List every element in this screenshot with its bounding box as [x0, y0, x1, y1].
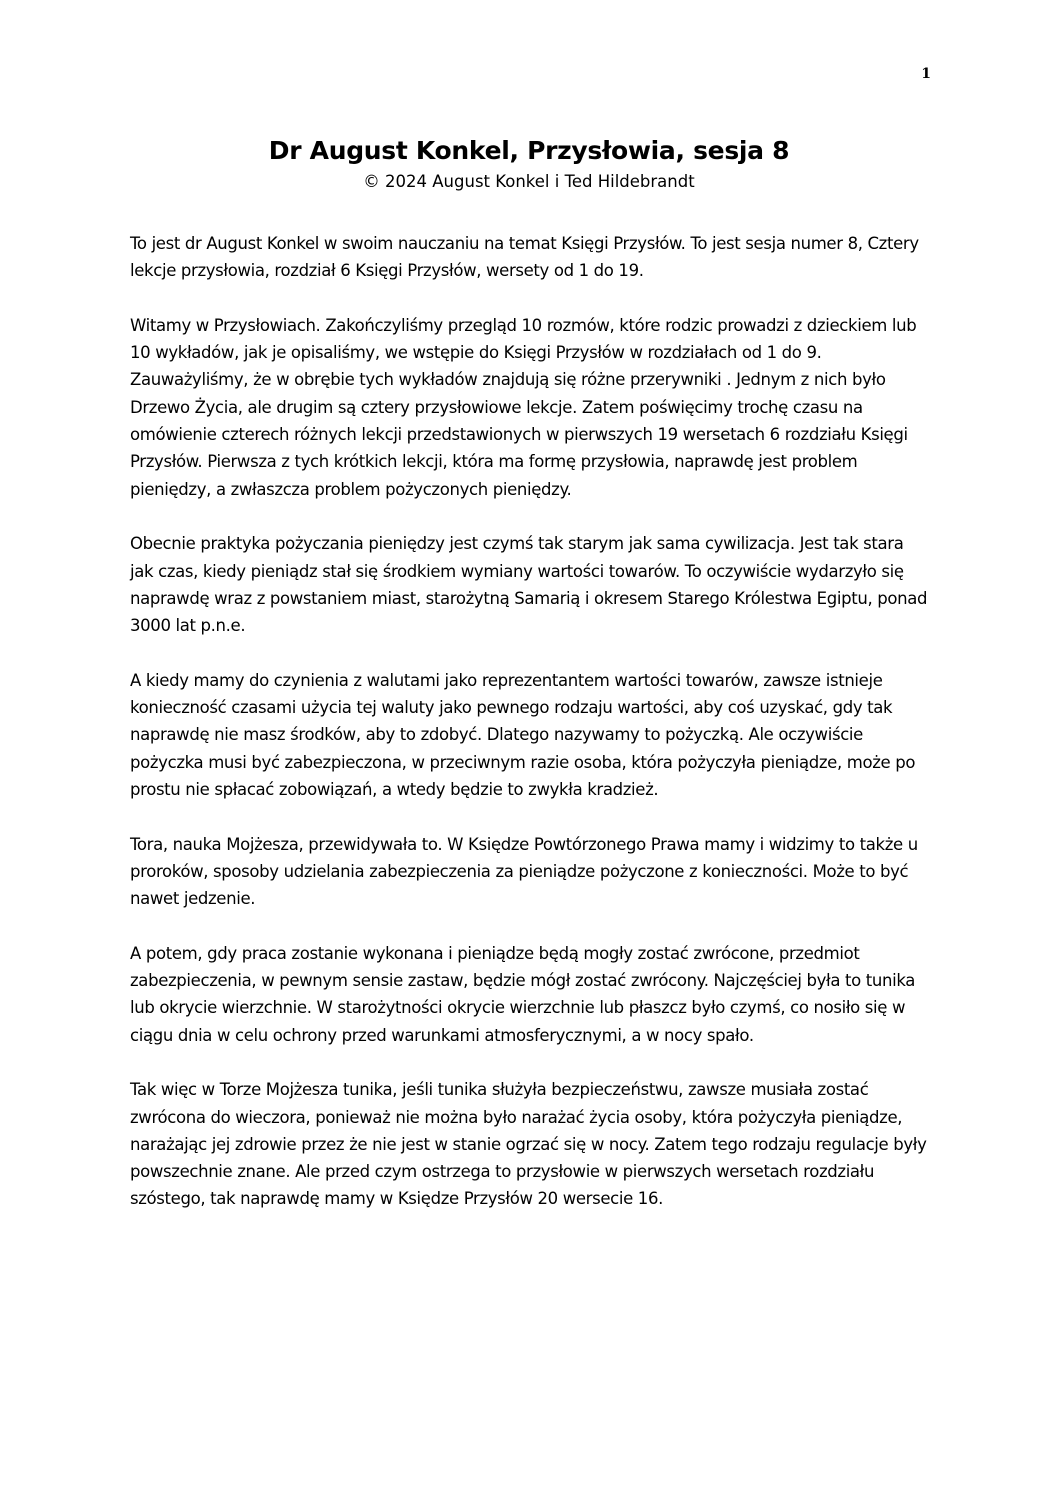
paragraph: Tak więc w Torze Mojżesza tunika, jeśli tunika służyła bezpieczeństwu, zawsze musiała zostać zwrócona do wieczora, ponieważ nie można było narażać życia osoby, która pożyczyła pieniądze, narażając jej zdrowie przez że nie jest w stanie ogrzać się w nocy. Zatem tego rodzaju regulacje były powszechnie znane. Ale przed czym ostrzega to przysłowie w pierwszych wersetach rozdziału szóstego, tak naprawdę mamy w Księdze Przysłów 20 wersecie 16. [130, 1080, 927, 1209]
document-title: Dr August Konkel, Przysłowia, sesja 8 [268, 136, 790, 165]
paragraph: To jest dr August Konkel w swoim nauczaniu na temat Księgi Przysłów. To jest sesja numer 8, Cztery lekcje przysłowia, rozdział 6 Księgi Przysłów, wersety od 1 do 19. [130, 234, 919, 281]
paragraph: Obecnie praktyka pożyczania pieniędzy jest czymś tak starym jak sama cywilizacja. Jest tak stara jak czas, kiedy pieniądz stał się środkiem wymiany wartości towarów. To oczywiście wydarzyło się naprawdę wraz z powstaniem miast, starożytną Samarią i okresem Starego Królestwa Egiptu, ponad 3000 lat p.n.e. [130, 534, 928, 636]
copyright-line: © 2024 August Konkel i Ted Hildebrandt [363, 172, 695, 191]
paragraph: A kiedy mamy do czynienia z walutami jako reprezentantem wartości towarów, zawsze istnieje konieczność czasami użycia tej waluty jako pewnego rodzaju wartości, aby coś uzyskać, gdy tak naprawdę nie masz środków, aby to zdobyć. Dlatego nazywamy to pożyczką. Ale oczywiście pożyczka musi być zabezpieczona, w przeciwnym razie osoba, która pożyczyła pieniądze, może po prostu nie spłacać zobowiązań, a wtedy będzie to zwykła kradzież. [130, 670, 916, 799]
paragraph: Tora, nauka Mojżesza, przewidywała to. W Księdze Powtórzonego Prawa mamy i widzimy to także u proroków, sposoby udzielania zabezpieczenia za pieniądze pożyczone z konieczności. Może to być nawet jedzenie. [130, 834, 918, 909]
paragraph: Witamy w Przysłowiach. Zakończyliśmy przegląd 10 rozmów, które rodzic prowadzi z dzieckiem lub 10 wykładów, jak je opisaliśmy, we wstępie do Księgi Przysłów w rozdziałach od 1 do 9. Zauważyliśmy, że w obrębie tych wykładów znajdują się różne przerywniki . Jednym z nich było Drzewo Życia, ale drugim są cztery przysłowiowe lekcje. Zatem poświęcimy trochę czasu na omówienie czterech różnych lekcji przedstawionych w pierwszych 19 wersetach 6 rozdziału Księgi Przysłów. Pierwsza z tych krótkich lekcji, która ma formę przysłowia, naprawdę jest problem pieniędzy, a zwłaszcza problem pożyczonych pieniędzy. [130, 315, 917, 499]
page-number: 1 [921, 66, 931, 82]
body-text [130, 230, 930, 1240]
title-block [130, 134, 928, 194]
paragraph: A potem, gdy praca zostanie wykonana i pieniądze będą mogły zostać zwrócone, przedmiot zabezpieczenia, w pewnym sensie zastaw, będzie mógł zostać zwrócony. Najczęściej była to tunika lub okrycie wierzchnie. W starożytności okrycie wierzchnie lub płaszcz było czymś, co nosiło się w ciągu dnia w celu ochrony przed warunkami atmosferycznymi, a w nocy spało. [130, 943, 916, 1045]
